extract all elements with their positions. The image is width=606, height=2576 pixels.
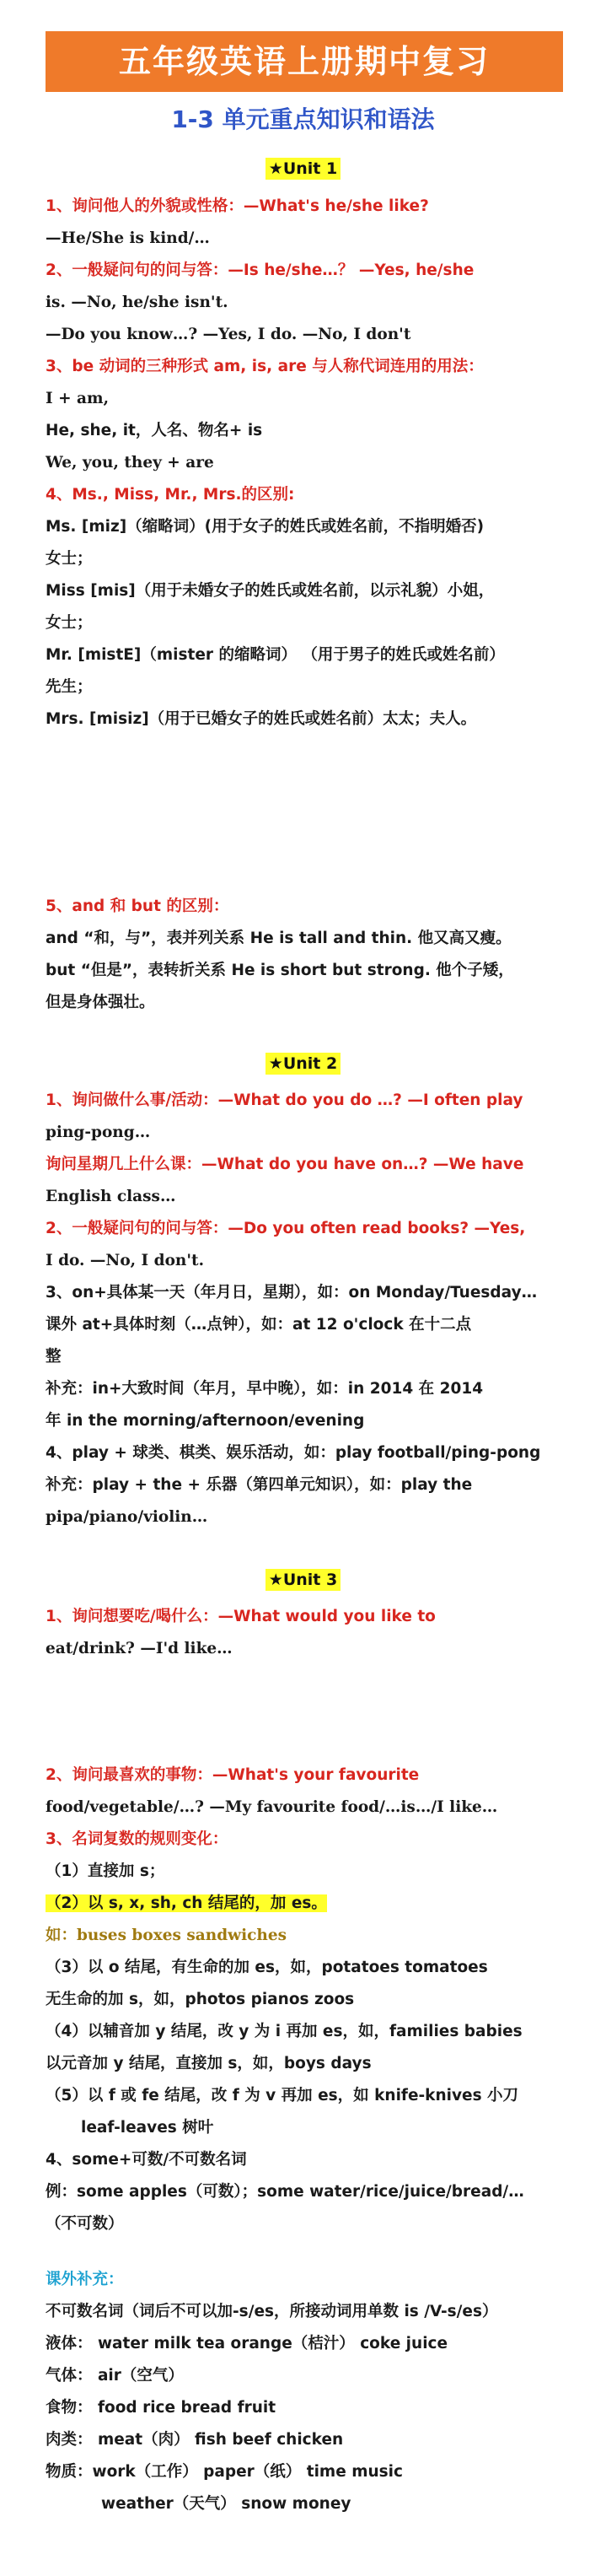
text-line: 物质：work（工作） paper（纸） time music xyxy=(46,2463,403,2481)
text-line: 先生； xyxy=(46,678,93,696)
text-line: Ms. [miz]（缩略词）(用于女子的姓氏或姓名前，不指明婚否) xyxy=(46,518,485,536)
text-line: 不可数名词（词后不可以加-s/es，所接动词用单数 is /V-s/es） xyxy=(46,2303,498,2320)
text-line: 3、be 动词的三种形式 am, is, are 与人称代词连用的用法： xyxy=(46,358,484,375)
text-line: —Do you know…? —Yes, I do. —No, I don't xyxy=(46,326,411,343)
text-line: 液体： water milk tea orange（桔汁） coke juice xyxy=(46,2335,448,2352)
text-line: 食物： food rice bread fruit xyxy=(46,2399,276,2417)
unit-2-heading: ★Unit 2 xyxy=(0,1054,606,1073)
text-line: 年 in the morning/afternoon/evening xyxy=(46,1412,365,1430)
text-line: 2、询问最喜欢的事物：—What's your favourite xyxy=(46,1766,420,1784)
text-line: 整 xyxy=(46,1348,62,1366)
text-line: 1、询问他人的外貌或性格：—What's he/she like? xyxy=(46,197,429,215)
text-line: 无生命的加 s，如，photos pianos zoos xyxy=(46,1991,355,2008)
text-line: weather（天气） snow money xyxy=(101,2495,351,2513)
text-line: 如：buses boxes sandwiches xyxy=(46,1927,287,1944)
text-line: 4、some+可数/不可数名词 xyxy=(46,2151,247,2169)
text-line: I + am, xyxy=(46,390,110,407)
text-line: 气体： air（空气） xyxy=(46,2367,184,2385)
text-line: Mr. [mistE]（mister 的缩略词） （用于男子的姓氏或姓名前） xyxy=(46,646,505,664)
text-line: （2）以 s, x, sh, ch 结尾的，加 es。 xyxy=(46,1894,327,1912)
text-line: —He/She is kind/… xyxy=(46,229,210,247)
text-line: food/vegetable/…? —My favourite food/…is…/I like… xyxy=(46,1798,498,1816)
page-subtitle: 1-3 单元重点知识和语法 xyxy=(171,105,435,133)
page-title: 五年级英语上册期中复习 xyxy=(46,31,563,92)
text-line: 课外补充： xyxy=(46,2271,124,2288)
text-line: 4、play + 球类、棋类、娱乐活动，如：play football/ping-pong xyxy=(46,1444,541,1462)
text-line: Miss [mis]（用于未婚女子的姓氏或姓名前，以示礼貌）小姐， xyxy=(46,582,495,600)
text-line: Mrs. [misiz]（用于已婚女子的姓氏或姓名前）太太；夫人。 xyxy=(46,710,477,728)
text-line: eat/drink? —I'd like… xyxy=(46,1640,233,1657)
text-line: is. —No, he/she isn't. xyxy=(46,294,228,311)
text-line: 2、一般疑问句的问与答：—Is he/she…？ —Yes, he/she xyxy=(46,261,475,279)
text-line: （3）以 o 结尾，有生命的加 es，如，potatoes tomatoes xyxy=(46,1959,488,1976)
text-line: and “和，与”，表并列关系 He is tall and thin. 他又高又瘦。 xyxy=(46,930,512,947)
text-line: 5、and 和 but 的区别： xyxy=(46,897,229,915)
unit-1-heading: ★Unit 1 xyxy=(0,159,606,178)
text-line: 3、名词复数的规则变化： xyxy=(46,1830,228,1848)
unit-3-heading: ★Unit 3 xyxy=(0,1571,606,1589)
text-line: （不可数） xyxy=(46,2215,124,2233)
text-line: 女士； xyxy=(46,614,93,632)
text-line: 1、询问做什么事/活动：—What do you do …? —I often play xyxy=(46,1091,523,1109)
text-line: 例：some apples（可数）；some water/rice/juice/bread/… xyxy=(46,2183,524,2201)
text-line: pipa/piano/violin… xyxy=(46,1508,208,1526)
text-line: leaf-leaves 树叶 xyxy=(81,2119,214,2137)
text-line: （1）直接加 s； xyxy=(46,1862,165,1880)
text-line: 课外 at+具体时刻（…点钟），如：at 12 o'clock 在十二点 xyxy=(46,1316,472,1334)
text-line: 4、Ms., Miss, Mr., Mrs.的区别: xyxy=(46,486,295,504)
text-line: He, she, it，人名、物名+ is xyxy=(46,422,263,439)
text-line: 但是身体强壮。 xyxy=(46,994,155,1011)
text-line: but “但是”，表转折关系 He is short but strong. 他个子矮， xyxy=(46,962,514,979)
text-line: 女士； xyxy=(46,550,93,568)
text-line: 3、on+具体某一天（年月日，星期），如：on Monday/Tuesday… xyxy=(46,1284,538,1301)
text-line: （5）以 f 或 fe 结尾，改 f 为 v 再加 es，如 knife-knives 小刀 xyxy=(46,2087,519,2104)
text-line: 以元音加 y 结尾，直接加 s，如，boys days xyxy=(46,2055,372,2072)
text-line: English class… xyxy=(46,1188,176,1205)
text-line: 补充：in+大致时间（年月，早中晚），如：in 2014 在 2014 xyxy=(46,1380,484,1398)
text-line: 1、询问想要吃/喝什么：—What would you like to xyxy=(46,1608,436,1625)
text-line: （4）以辅音加 y 结尾，改 y 为 i 再加 es，如，families babies xyxy=(46,2023,523,2040)
text-line: We, you, they + are xyxy=(46,454,214,472)
text-line: I do. —No, I don't. xyxy=(46,1252,205,1269)
text-line: 补充：play + the + 乐器（第四单元知识），如：play the xyxy=(46,1476,473,1494)
text-line: 肉类： meat（肉） fish beef chicken xyxy=(46,2431,344,2449)
text-line: ping-pong… xyxy=(46,1124,151,1141)
text-line: 2、一般疑问句的问与答：—Do you often read books? —Yes, xyxy=(46,1220,526,1237)
text-line: 询问星期几上什么课：—What do you have on…? —We have xyxy=(46,1156,524,1173)
